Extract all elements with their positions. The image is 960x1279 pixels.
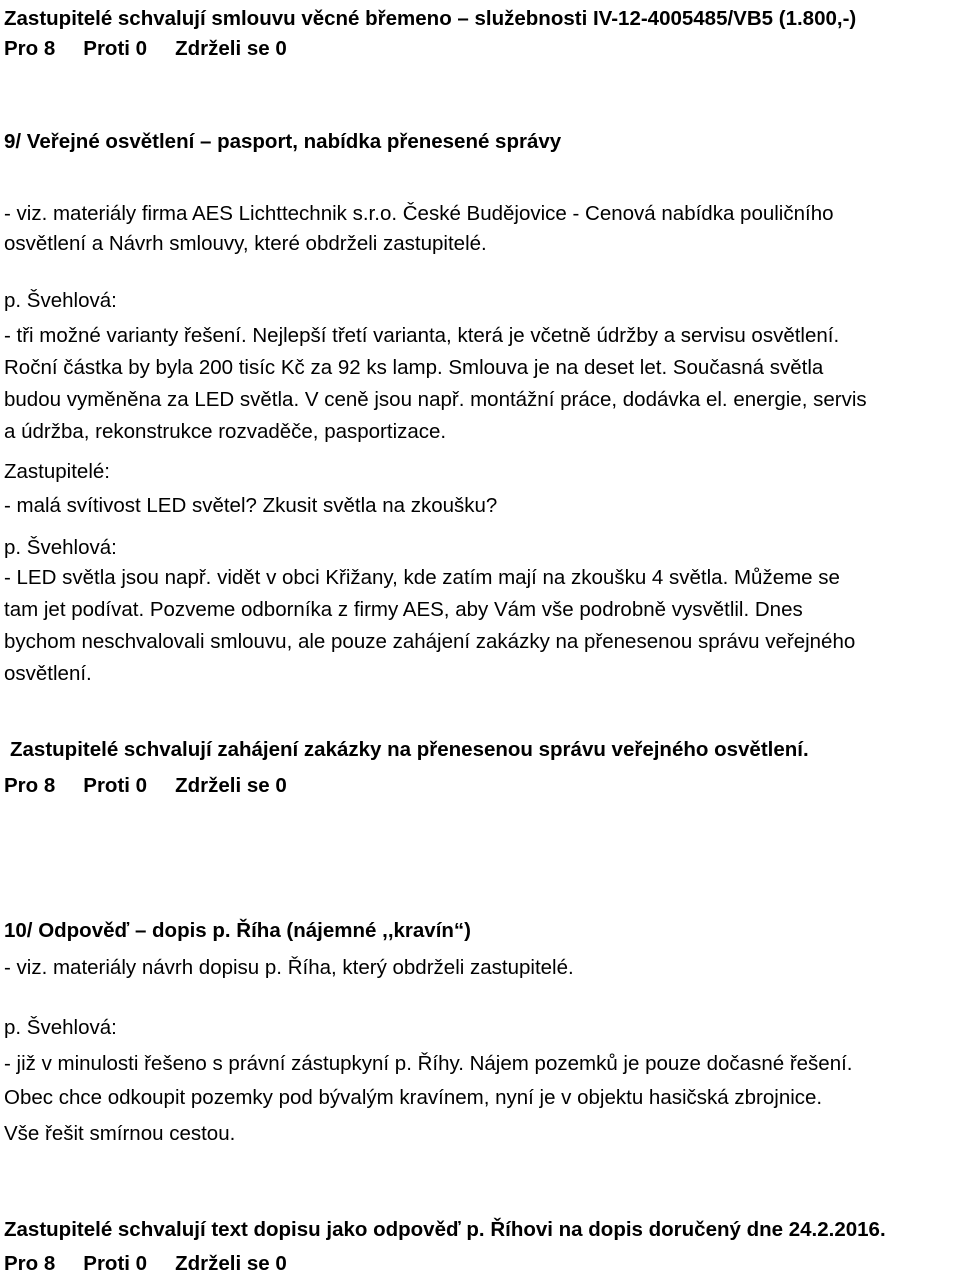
paragraph-line: a údržba, rekonstrukce rozvaděče, pasportizace. <box>4 420 447 443</box>
vote-against: Proti 0 <box>83 1252 148 1275</box>
paragraph-line: Obec chce odkoupit pozemky pod bývalým kravínem, nyní je v objektu hasičská zbrojnice. <box>4 1086 823 1109</box>
paragraph-line: - malá svítivost LED světel? Zkusit světla na zkoušku? <box>4 494 498 517</box>
speaker-label: p. Švehlová: <box>4 1016 117 1039</box>
speaker-label: p. Švehlová: <box>4 536 117 559</box>
paragraph-line: Roční částka by byla 200 tisíc Kč za 92 ks lamp. Smlouva je na deset let. Současná světla <box>4 356 824 379</box>
paragraph-line: - LED světla jsou např. vidět v obci Křižany, kde zatím mají na zkoušku 4 světla. Můžeme se <box>4 566 840 589</box>
speaker-label: p. Švehlová: <box>4 289 117 312</box>
vote-result-2 <box>4 771 287 801</box>
paragraph-line: - tři možné varianty řešení. Nejlepší třetí varianta, která je včetně údržby a servisu osvětlení. <box>4 324 840 347</box>
vote-result-3 <box>4 1249 287 1279</box>
speaker-label: Zastupitelé: <box>4 460 110 483</box>
paragraph-line: budou vyměněna za LED světla. V ceně jsou např. montážní práce, dodávka el. energie, servis <box>4 388 867 411</box>
vote-for: Pro 8 <box>4 1252 56 1275</box>
section-10-resolution: Zastupitelé schvalují text dopisu jako odpověď p. Říhovi na dopis doručený dne 24.2.2016. <box>4 1218 886 1241</box>
vote-for: Pro 8 <box>4 37 56 60</box>
section-9-materials-line-2: osvětlení a Návrh smlouvy, které obdrželi zastupitelé. <box>4 232 487 255</box>
paragraph-line: tam jet podívat. Pozveme odborníka z firmy AES, aby Vám vše podrobně vysvětlil. Dnes <box>4 598 803 621</box>
vote-abstain: Zdrželi se 0 <box>175 774 287 797</box>
vote-abstain: Zdrželi se 0 <box>175 37 287 60</box>
vote-against: Proti 0 <box>83 37 148 60</box>
paragraph-line: Vše řešit smírnou cestou. <box>4 1122 236 1145</box>
vote-against: Proti 0 <box>83 774 148 797</box>
paragraph-line: bychom neschvalovali smlouvu, ale pouze zahájení zakázky na přenesenou správu veřejného <box>4 630 856 653</box>
section-9-materials-line-1: - viz. materiály firma AES Lichttechnik s.r.o. České Budějovice - Cenová nabídka pouličního <box>4 202 834 225</box>
section-10-materials: - viz. materiály návrh dopisu p. Říha, který obdrželi zastupitelé. <box>4 956 574 979</box>
vote-abstain: Zdrželi se 0 <box>175 1252 287 1275</box>
section-9-resolution: Zastupitelé schvalují zahájení zakázky na přenesenou správu veřejného osvětlení. <box>10 738 809 761</box>
vote-for: Pro 8 <box>4 774 56 797</box>
section-9-heading: 9/ Veřejné osvětlení – pasport, nabídka přenesené správy <box>4 130 562 153</box>
paragraph-line: - již v minulosti řešeno s právní zástupkyní p. Říhy. Nájem pozemků je pouze dočasné řešení. <box>4 1052 853 1075</box>
section-10-heading: 10/ Odpověď – dopis p. Říha (nájemné ,,kravín“) <box>4 919 471 942</box>
resolution-1: Zastupitelé schvalují smlouvu věcné břemeno – služebnosti IV-12-4005485/VB5 (1.800,-) <box>4 7 857 30</box>
vote-result-1 <box>4 34 287 64</box>
paragraph-line: osvětlení. <box>4 662 92 685</box>
